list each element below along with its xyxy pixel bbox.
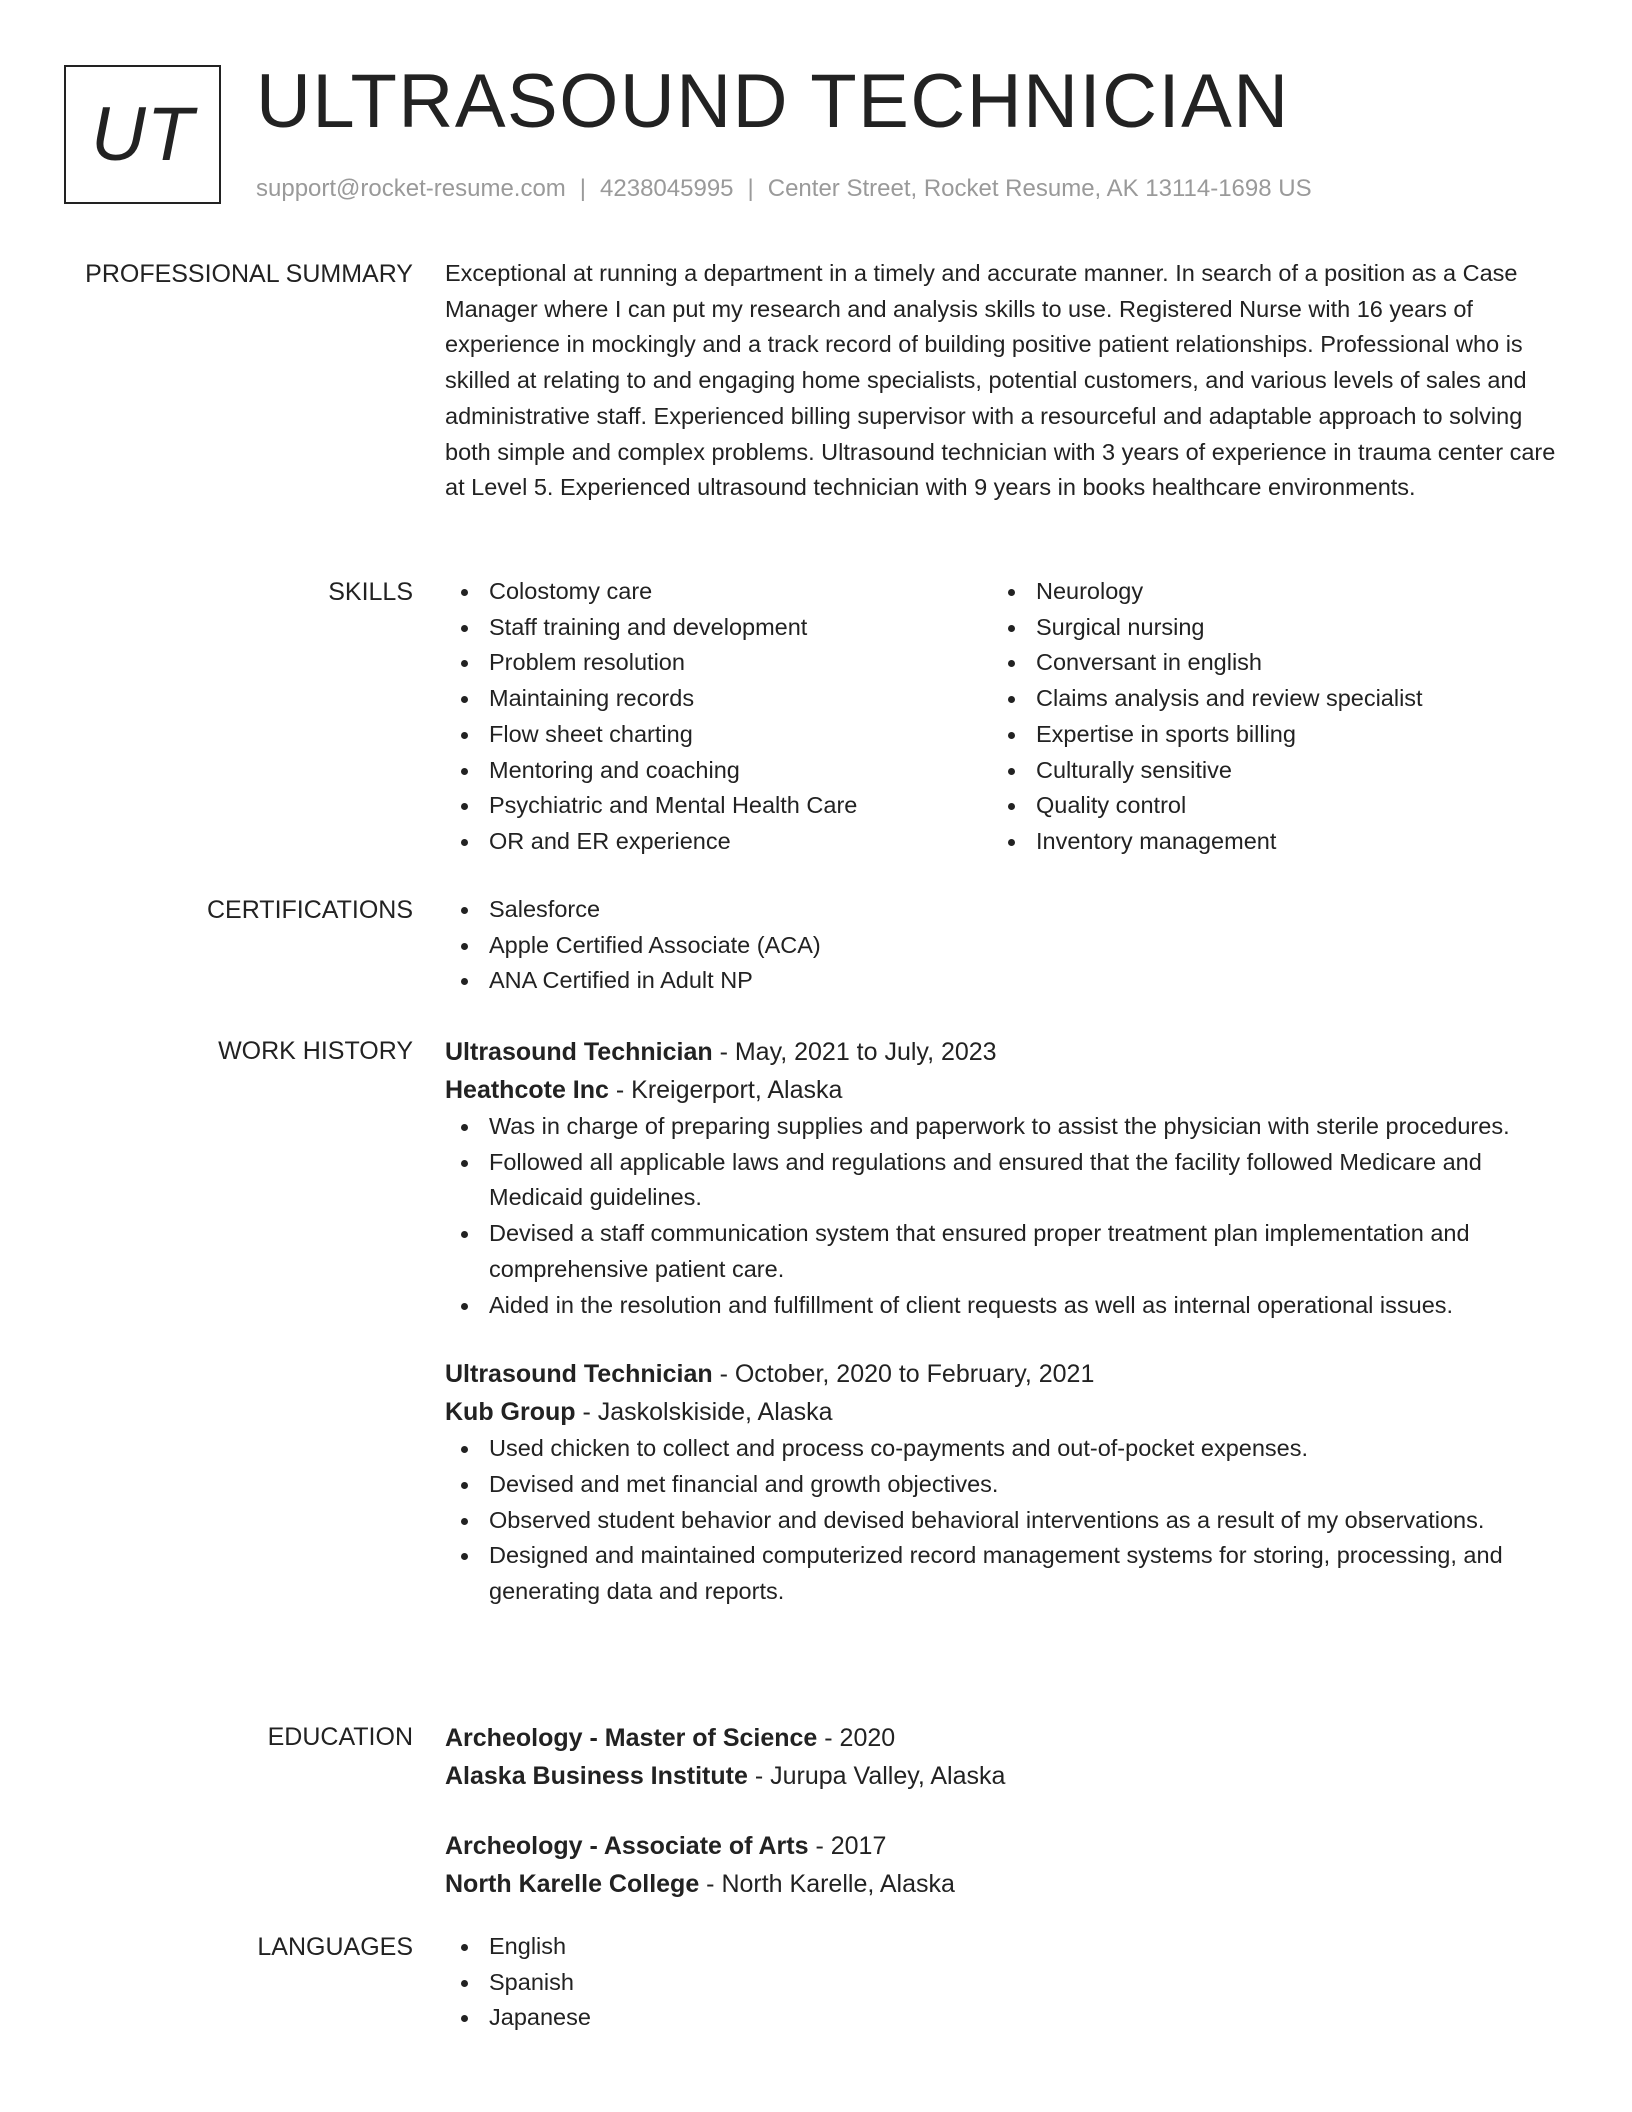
section-title: LANGUAGES [257, 1933, 413, 1961]
degree-line [445, 1719, 1560, 1757]
certification-item: Salesforce [445, 892, 1560, 928]
skill-item: Quality control [992, 788, 1539, 824]
education-body [445, 1719, 1560, 1903]
contact-line [256, 172, 1312, 206]
job-company: Kub Group [445, 1398, 576, 1427]
skill-item: Colostomy care [445, 574, 992, 610]
skill-item: Staff training and development [445, 610, 992, 646]
job-company-line [445, 1393, 1560, 1431]
summary-body [445, 256, 1560, 506]
job-location: - Jaskolskiside, Alaska [575, 1398, 833, 1427]
job-duty: Aided in the resolution and fulfillment of client requests as well as internal operational issues. [445, 1288, 1560, 1324]
section-title: CERTIFICATIONS [206, 896, 413, 924]
job-role: Ultrasound Technician [445, 1038, 713, 1066]
certification-item: ANA Certified in Adult NP [445, 963, 1560, 999]
job-duties [445, 1109, 1560, 1323]
job-entry [445, 1033, 1560, 1323]
summary-text: Exceptional at running a department in a timely and accurate manner. In search of a position as a Case Manager where I can put my research and analysis skills to use. Registered Nurse with 16 years of experience in mockingly and a track record of building positive patient relationships. Professional who is skilled at relating to and engaging home specialists, potential customers, and various levels of sales and administrative staff. Experienced billing supervisor with a resourceful and adaptable approach to solving both simple and complex problems. Ultrasound technician with 3 years of experience in trauma center care at Level 5. Experienced ultrasound technician with 9 years in books healthcare environments. [445, 260, 1556, 501]
job-role: Ultrasound Technician [445, 1360, 713, 1389]
degree: Archeology - Master of Science [445, 1724, 818, 1752]
skills-list-left [445, 574, 992, 860]
skill-item: Mentoring and coaching [445, 753, 992, 789]
job-duty: Designed and maintained computerized record management systems for storing, processing, and generating data and reports. [445, 1538, 1560, 1609]
job-dates: - October, 2020 to February, 2021 [712, 1360, 1095, 1389]
school: Alaska Business Institute [445, 1762, 748, 1790]
skill-item: Conversant in english [992, 645, 1539, 681]
certifications-body [445, 892, 1560, 999]
job-dates: - May, 2021 to July, 2023 [712, 1038, 997, 1066]
skill-item: Problem resolution [445, 645, 992, 681]
language-item: Spanish [445, 1965, 1560, 2001]
skills-body [445, 574, 1560, 860]
contact-address: Center Street, Rocket Resume, AK 13114-1698 US [767, 175, 1312, 202]
education-entry [445, 1719, 1560, 1795]
language-item: Japanese [445, 2000, 1560, 2036]
contact-phone: 4238045995 [600, 175, 734, 202]
skill-item: Surgical nursing [992, 610, 1539, 646]
skill-item: Flow sheet charting [445, 717, 992, 753]
section-title: PROFESSIONAL SUMMARY [85, 260, 413, 288]
section-title: WORK HISTORY [218, 1037, 413, 1065]
skill-item: Expertise in sports billing [992, 717, 1539, 753]
job-duty: Observed student behavior and devised behavioral interventions as a result of my observations. [445, 1503, 1560, 1539]
job-location: - Kreigerport, Alaska [608, 1076, 843, 1104]
skill-item: Claims analysis and review specialist [992, 681, 1539, 717]
job-duty: Followed all applicable laws and regulations and ensured that the facility followed Medicare and Medicaid guidelines. [445, 1145, 1560, 1216]
degree: Archeology - Associate of Arts [445, 1832, 809, 1860]
skill-item: Inventory management [992, 824, 1539, 860]
job-duty: Was in charge of preparing supplies and paperwork to assist the physician with sterile procedures. [445, 1109, 1560, 1145]
education-entry [445, 1827, 1560, 1903]
school-line [445, 1757, 1560, 1795]
candidate-name: ULTRASOUND TECHNICIAN [256, 59, 1290, 144]
skill-item: Neurology [992, 574, 1539, 610]
work-history-body [445, 1033, 1560, 1610]
skill-item: Maintaining records [445, 681, 992, 717]
degree-line [445, 1827, 1560, 1865]
job-title-line [445, 1355, 1560, 1393]
skill-item: Psychiatric and Mental Health Care [445, 788, 992, 824]
school-location: - North Karelle, Alaska [699, 1870, 955, 1898]
school: North Karelle College [445, 1870, 700, 1898]
section-title: EDUCATION [267, 1723, 413, 1751]
monogram-logo: UT [64, 65, 221, 204]
graduation-year: - 2017 [808, 1832, 887, 1860]
school-line [445, 1865, 1560, 1903]
job-company-line [445, 1071, 1560, 1109]
section-title: SKILLS [328, 578, 413, 606]
certification-item: Apple Certified Associate (ACA) [445, 928, 1560, 964]
language-item: English [445, 1929, 1560, 1965]
job-entry [445, 1355, 1560, 1610]
languages-body [445, 1929, 1560, 2036]
job-company: Heathcote Inc [445, 1076, 609, 1104]
job-duty: Used chicken to collect and process co-payments and out-of-pocket expenses. [445, 1431, 1560, 1467]
contact-separator: | [579, 175, 587, 202]
job-duty: Devised and met financial and growth objectives. [445, 1467, 1560, 1503]
job-duties [445, 1431, 1560, 1610]
contact-separator: | [747, 175, 754, 202]
skill-item: OR and ER experience [445, 824, 992, 860]
school-location: - Jurupa Valley, Alaska [747, 1762, 1006, 1790]
skill-item: Culturally sensitive [992, 753, 1539, 789]
contact-email: support@rocket-resume.com [256, 175, 566, 202]
job-title-line [445, 1033, 1560, 1071]
job-duty: Devised a staff communication system that ensured proper treatment plan implementation and comprehensive patient care. [445, 1216, 1560, 1287]
graduation-year: - 2020 [817, 1724, 896, 1752]
skills-list-right [992, 574, 1539, 860]
